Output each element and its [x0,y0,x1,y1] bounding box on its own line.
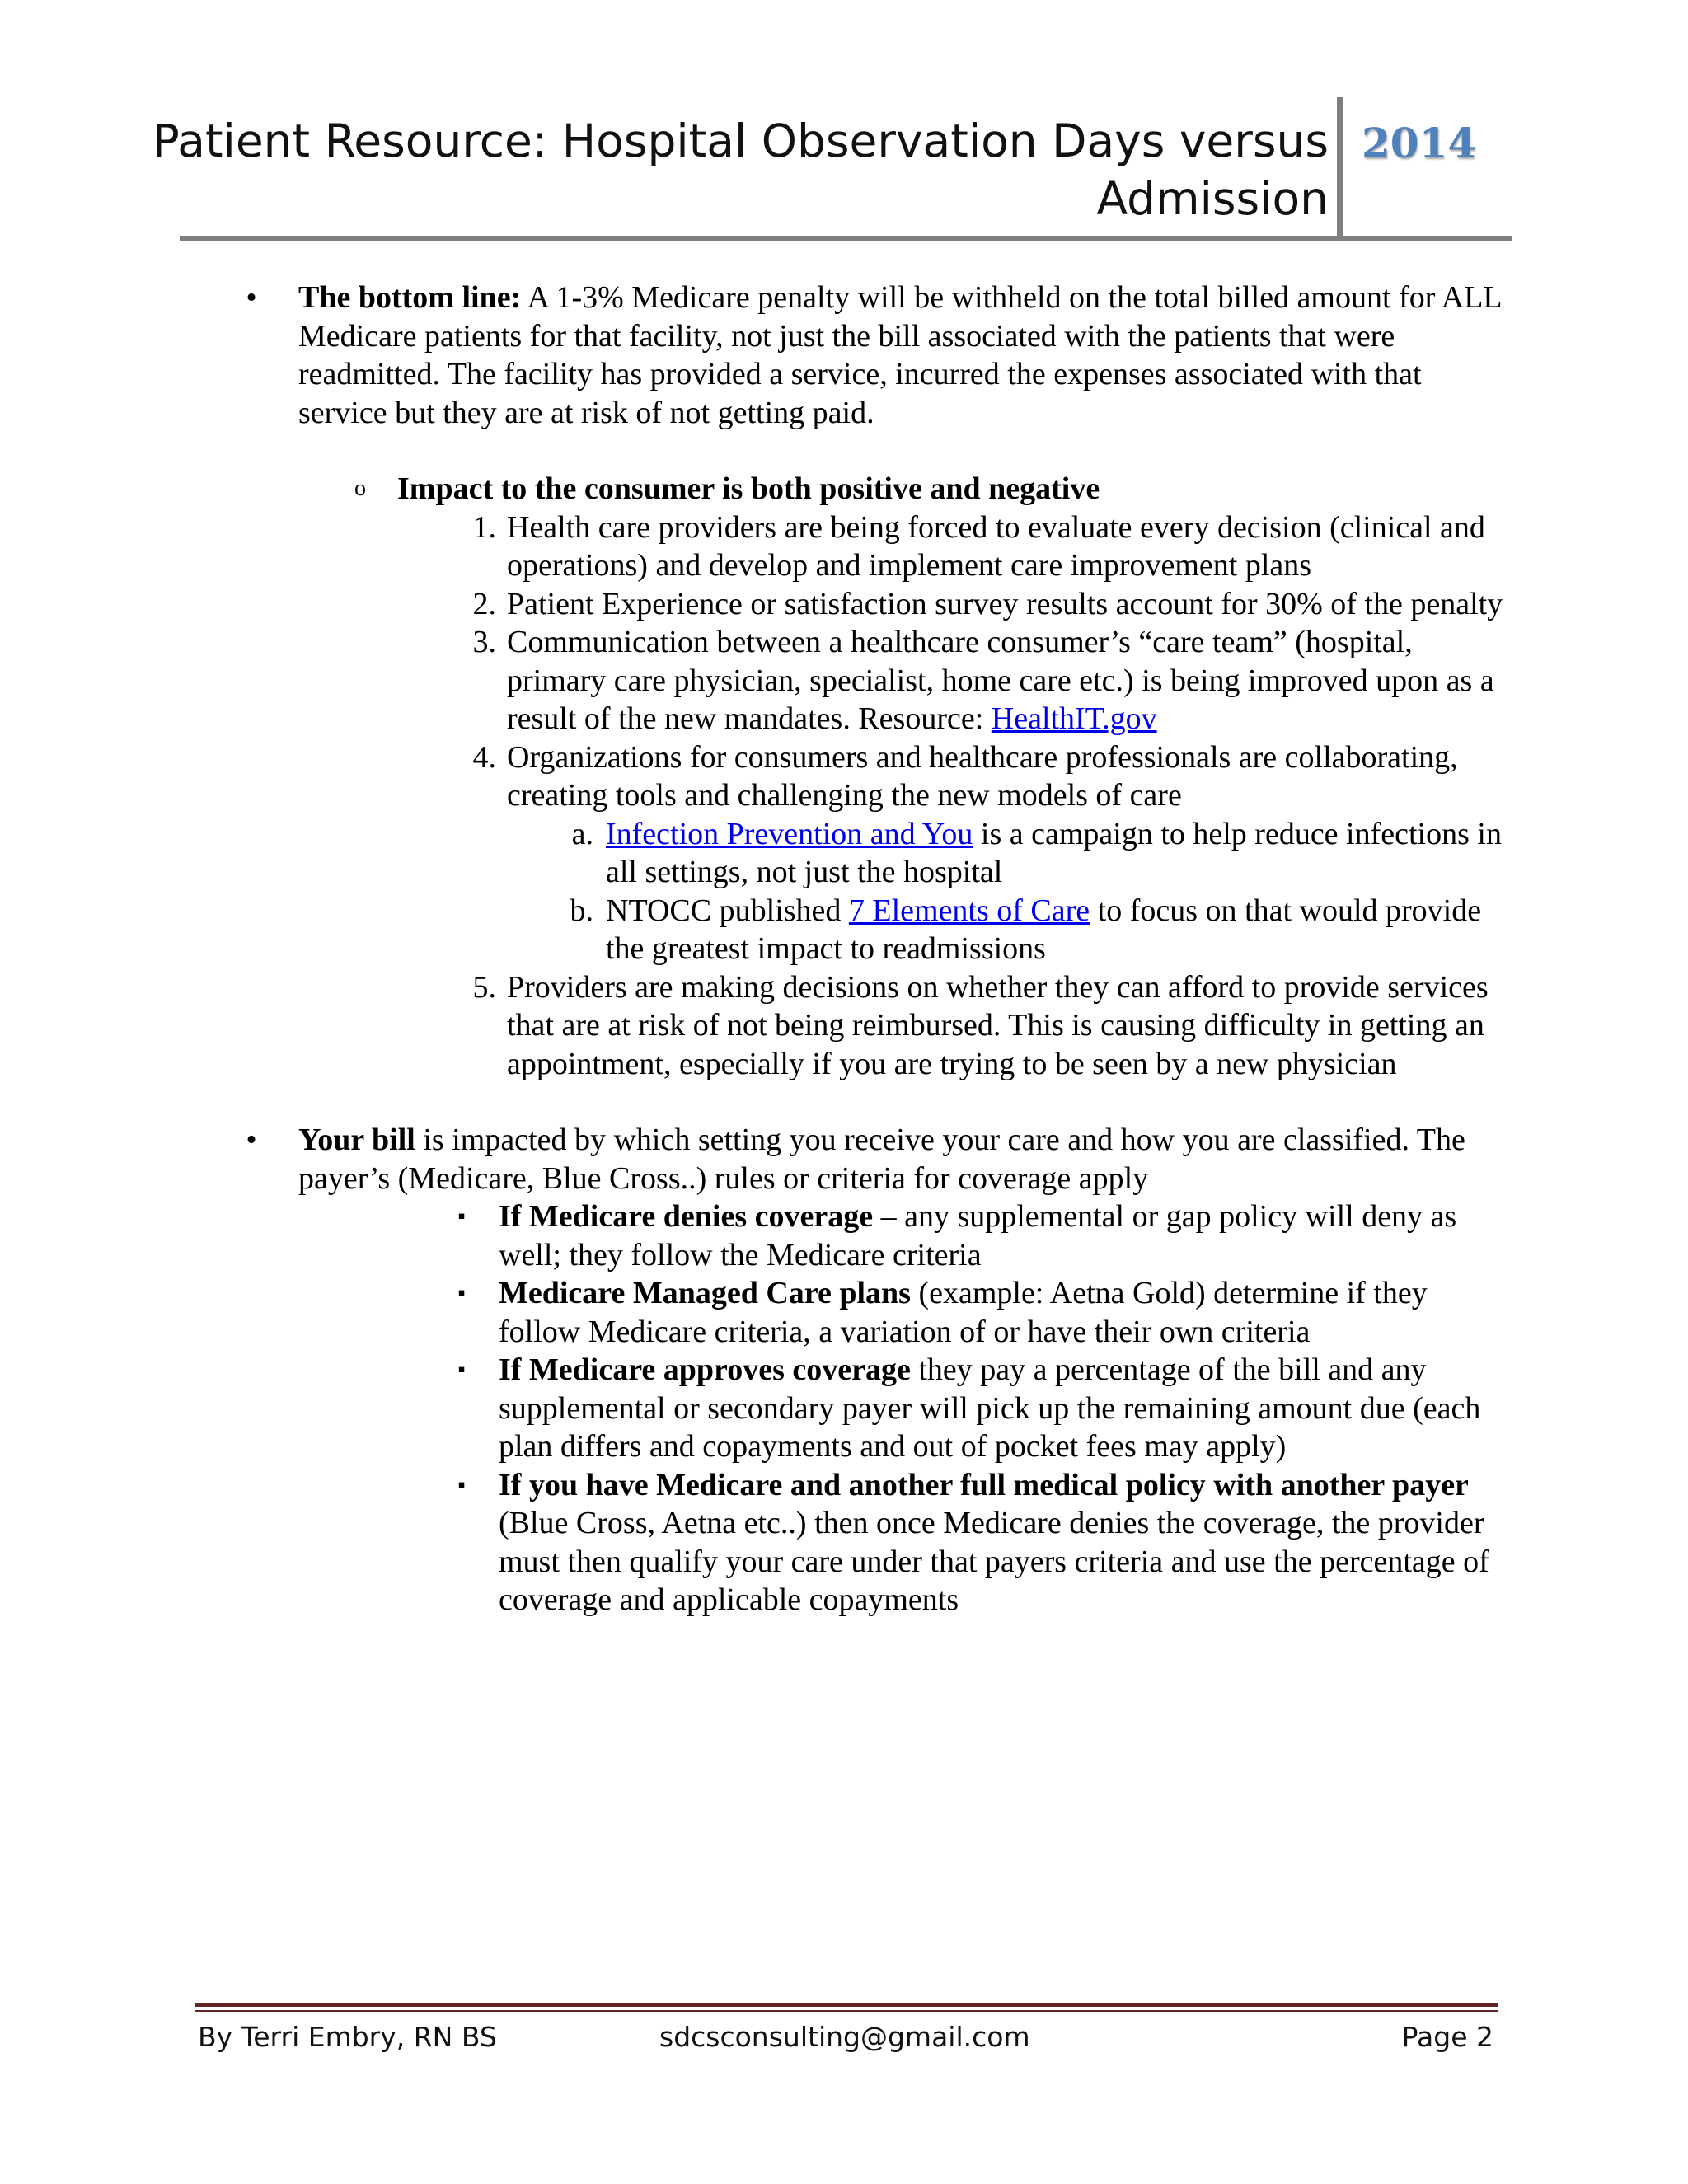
square-bullet-icon: ▪ [457,1204,466,1228]
spacer [239,1083,1508,1121]
bill-item-1 [239,1197,1508,1274]
bill-item-bold: If Medicare approves coverage [499,1352,911,1387]
impact-item-text: Organizations for consumers and healthcare professionals are collaborating, creating tools and challenging the new models of care [507,739,1458,813]
list-number: 2. [472,586,496,621]
circle-bullet-icon: o [354,476,366,501]
bill-item-text: they pay a percentage of the bill and any supplemental or secondary payer will pick up the remaining amount due (each plan differs and copayments and out of pocket fees may apply) [499,1352,1481,1464]
bullet-your-bill [239,1121,1508,1197]
square-bullet-icon: ▪ [457,1281,466,1305]
list-letter: a. [571,816,593,851]
impact-subitem-a [239,815,1508,892]
list-number: 1. [472,509,496,545]
impact-item-text: Health care providers are being forced to evaluate every decision (clinical and operations) and develop and implement care improvement plans [507,509,1485,583]
bullet-bottom-line [239,279,1508,432]
bottom-line-text: A 1-3% Medicare penalty will be withheld on the total billed amount for ALL Medicare patients for that facility, not just the bill associated with the patients that were readmitted. The facility has provided a service, incurred the expenses associated with that service but they are at risk of not getting paid. [298,280,1502,430]
impact-heading-item [239,470,1508,509]
bill-item-bold: Medicare Managed Care plans [499,1276,911,1310]
bill-item-bold: If Medicare denies coverage [499,1199,874,1234]
footer-page-number: Page 2 [1401,2021,1493,2053]
infection-prevention-link[interactable]: Infection Prevention and You [606,816,973,851]
list-number: 4. [472,739,496,775]
bullet-dot-icon: • [246,1122,257,1157]
seven-elements-link[interactable]: 7 Elements of Care [848,893,1090,928]
subitem-text: to focus on that would provide the greatest impact to readmissions [606,893,1482,966]
bill-item-text: (example: Aetna Gold) determine if they follow Medicare criteria, a variation of or have their own criteria [499,1276,1428,1349]
document-title [152,112,1329,227]
impact-item-5 [239,968,1508,1084]
header-horizontal-divider [180,236,1512,241]
impact-heading: Impact to the consumer is both positive and negative [397,471,1100,506]
subitem-text: is a campaign to help reduce infections in all settings, not just the hospital [606,816,1502,889]
impact-item-text: Communication between a healthcare consumer’s “care team” (hospital, primary care physician, specialist, home care etc.) is being improved upon as a result of the new mandates. Resource: [507,625,1494,736]
footer-divider-thin [195,2010,1498,2012]
page-body [239,279,1508,1619]
footer-author: By Terri Embry, RN BS [198,2021,497,2053]
impact-item-1 [239,509,1508,585]
title-line-1: Patient Resource: Hospital Observation Days versus [152,115,1329,167]
bill-item-2 [239,1274,1508,1351]
bottom-line-label: The bottom line: [298,280,522,315]
footer-email: sdcsconsulting@gmail.com [659,2021,1030,2053]
page-header [152,97,1512,237]
bill-item-bold: If you have Medicare and another full medical policy with another payer [499,1467,1469,1502]
footer-divider-thick [195,2003,1498,2007]
square-bullet-icon: ▪ [457,1472,466,1497]
title-line-2: Admission [1096,172,1329,225]
your-bill-label: Your bill [298,1122,415,1157]
bill-item-3 [239,1351,1508,1466]
bill-item-text: – any supplemental or gap policy will deny as well; they follow the Medicare criteria [499,1199,1457,1272]
healthit-link[interactable]: HealthIT.gov [991,701,1157,736]
impact-item-text: Patient Experience or satisfaction survey results account for 30% of the penalty [507,586,1503,621]
header-year: 2014 [1362,119,1477,167]
list-letter: b. [570,893,593,928]
bullet-dot-icon: • [246,280,257,315]
list-number: 3. [472,625,496,659]
impact-item-4 [239,738,1508,815]
bill-item-text: (Blue Cross, Aetna etc..) then once Medicare denies the coverage, the provider must then qualify your care under that payers criteria and use the percentage of coverage and applicable copayments [499,1506,1489,1617]
square-bullet-icon: ▪ [457,1357,466,1381]
your-bill-text: is impacted by which setting you receive your care and how you are classified. The payer’s (Medicare, Blue Cross..) rules or criteria for coverage apply [298,1122,1465,1196]
bill-item-4 [239,1466,1508,1619]
impact-item-3 [239,623,1508,738]
impact-item-2 [239,585,1508,624]
impact-subitem-b [239,892,1508,968]
subitem-before: NTOCC published [606,893,849,928]
impact-item-text: Providers are making decisions on whether they can afford to provide services that are at risk of not being reimbursed. This is causing difficulty in getting an appointment, especially if you are trying to be seen by a new physician [507,969,1489,1081]
list-number: 5. [472,969,496,1005]
header-vertical-divider [1337,97,1343,236]
